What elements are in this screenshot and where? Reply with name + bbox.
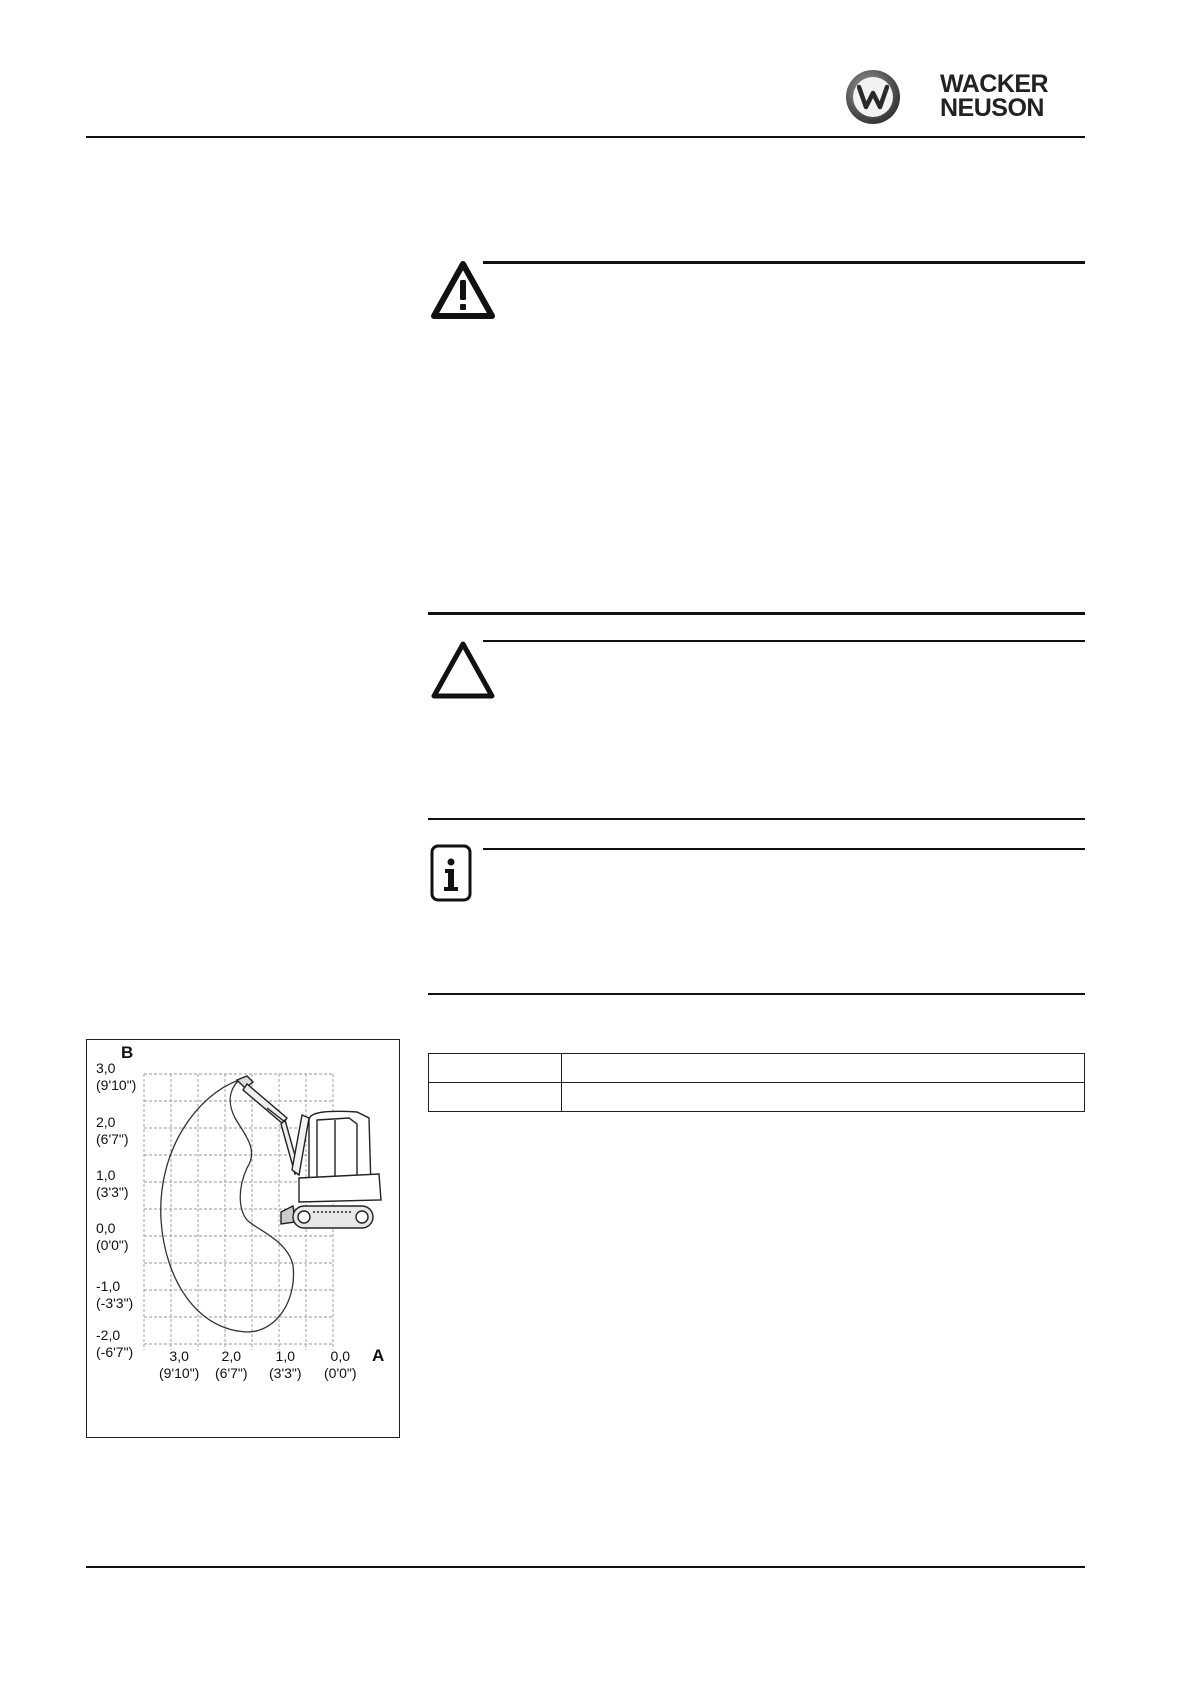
brand-line-2: NEUSON [940, 94, 1044, 122]
warning-title-rule [483, 261, 1085, 264]
x-tick-label: 2,0 (6'7") [215, 1348, 248, 1381]
brand-line-1: WACKER [940, 70, 1049, 98]
caution-triangle-icon [430, 640, 496, 700]
table-cell [429, 1083, 562, 1112]
y-tick-label: -1,0 (-3'3") [96, 1278, 134, 1311]
y-tick-label: 3,0 (9'10") [96, 1060, 137, 1093]
working-range-figure [86, 1039, 400, 1438]
table-cell [562, 1054, 1085, 1083]
spec-table [428, 1053, 1085, 1112]
table-cell [562, 1083, 1085, 1112]
y-tick-label: 1,0 (3'3") [96, 1167, 129, 1200]
excavator-drawing [237, 1076, 381, 1228]
table-cell [429, 1054, 562, 1083]
info-icon [430, 844, 472, 902]
working-range-diagram [87, 1040, 399, 1437]
table-row [429, 1083, 1085, 1112]
x-tick-label: 1,0 (3'3") [269, 1348, 302, 1381]
x-tick-label: 0,0 (0'0") [324, 1348, 357, 1381]
y-axis-letter: B [121, 1043, 134, 1062]
brand-wordmark [940, 72, 1048, 120]
y-tick-label: -2,0 (-6'7") [96, 1327, 134, 1360]
x-axis-letter: A [372, 1346, 385, 1365]
info-bottom-rule [428, 993, 1085, 995]
warning-bottom-rule [428, 612, 1085, 615]
working-envelope [161, 1080, 294, 1332]
header-rule [86, 136, 1085, 138]
y-tick-label: 0,0 (0'0") [96, 1220, 129, 1253]
x-tick-label: 3,0 (9'10") [159, 1348, 200, 1381]
y-tick-label: 2,0 (6'7") [96, 1114, 129, 1147]
footer-rule [86, 1566, 1085, 1568]
warning-exclamation-triangle-icon [430, 260, 496, 320]
wacker-neuson-logo-icon [846, 70, 900, 124]
caution-bottom-rule [428, 818, 1085, 820]
caution-title-rule [483, 640, 1085, 642]
info-title-rule [483, 848, 1085, 850]
table-row [429, 1054, 1085, 1083]
